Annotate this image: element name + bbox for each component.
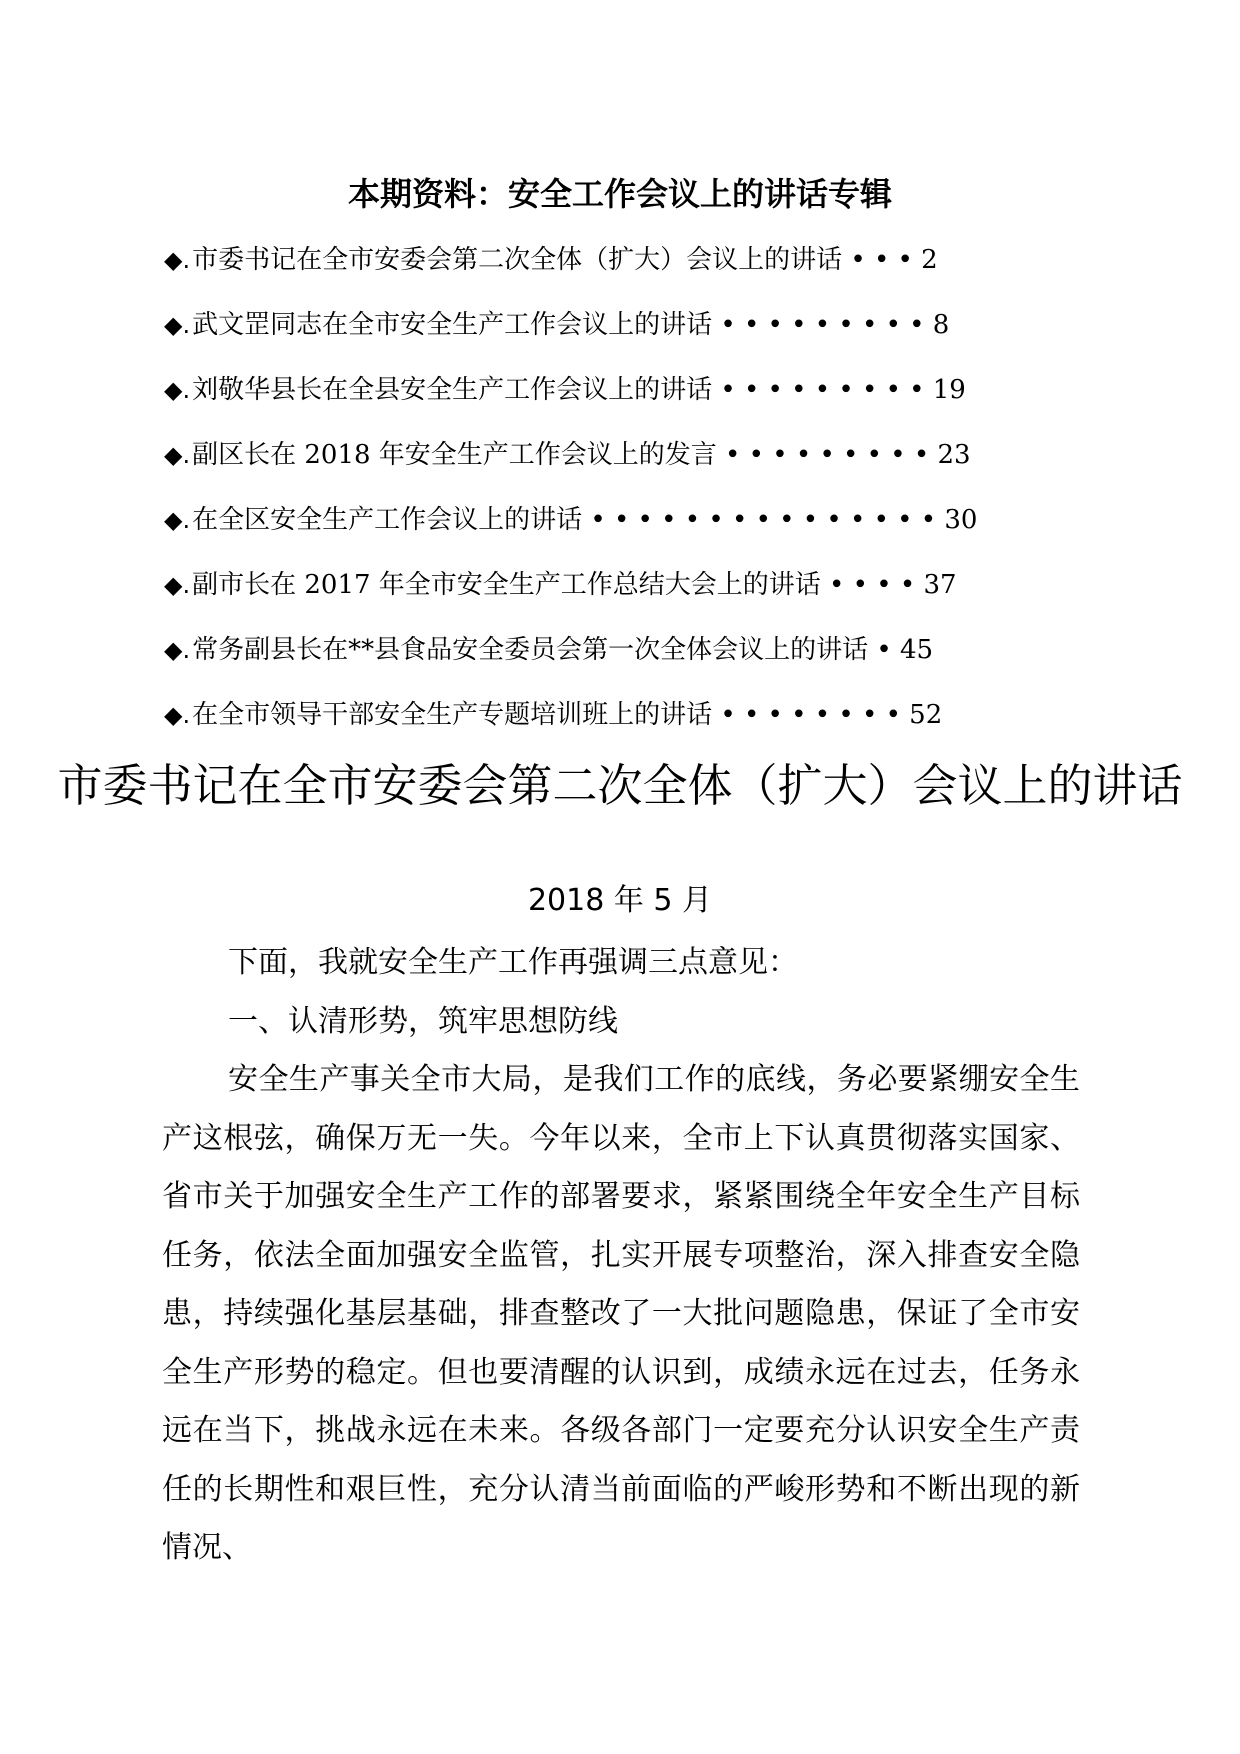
section-heading: 一、认清形势，筑牢思想防线 xyxy=(228,1003,618,1039)
toc-item[interactable] xyxy=(164,240,1104,305)
toc-item-text: 武文罡同志在全市安全生产工作会议上的讲话 • • • • • • • • • 8 xyxy=(192,310,950,340)
toc-item-text: 副区长在 2018 年安全生产工作会议上的发言 • • • • • • • • • 23 xyxy=(192,440,971,470)
diamond-bullet-icon: ◆. xyxy=(164,701,191,729)
toc-item-text: 副市长在 2017 年全市安全生产工作总结大会上的讲话 • • • • 37 xyxy=(192,570,957,600)
toc-item[interactable] xyxy=(164,370,1104,435)
toc-item-text: 市委书记在全市安委会第二次全体（扩大）会议上的讲话 • • • 2 xyxy=(192,245,938,275)
diamond-bullet-icon: ◆. xyxy=(164,311,191,339)
document-body xyxy=(162,934,1080,1578)
toc-item-text: 在全市领导干部安全生产专题培训班上的讲话 • • • • • • • • 52 xyxy=(192,700,943,730)
diamond-bullet-icon: ◆. xyxy=(164,441,191,469)
toc-item[interactable] xyxy=(164,435,1104,500)
document-title: 市委书记在全市安委会第二次全体（扩大）会议上的讲话 xyxy=(57,759,1183,812)
toc-list xyxy=(164,240,1104,760)
toc-item[interactable] xyxy=(164,630,1104,695)
toc-item[interactable] xyxy=(164,500,1104,565)
diamond-bullet-icon: ◆. xyxy=(164,506,191,534)
toc-item-text: 常务副县长在**县食品安全委员会第一次全体会议上的讲话 • 45 xyxy=(192,635,934,665)
body-paragraph: 安全生产事关全市大局，是我们工作的底线，务必要紧绷安全生产这根弦，确保万无一失。今年以来，全市上下认真贯彻落实国家、省市关于加强安全生产工作的部署要求，紧紧围绕全年安全生产目标任务，依法全面加强安全监管，扎实开展专项整治，深入排查安全隐患，持续强化基层基础，排查整改了一大批问题隐患，保证了全市安全生产形势的稳定。但也要清醒的认识到，成绩永远在过去，任务永远在当下，挑战永远在未来。各级各部门一定要充分认识安全生产责任的长期性和艰巨性，充分认清当前面临的严峻形势和不断出现的新情况、 xyxy=(162,1062,1080,1565)
toc-item[interactable] xyxy=(164,695,1104,760)
toc-item[interactable] xyxy=(164,305,1104,370)
toc-item-text: 在全区安全生产工作会议上的讲话 • • • • • • • • • • • • • • • 30 xyxy=(192,505,978,535)
toc-item[interactable] xyxy=(164,565,1104,630)
toc-title: 本期资料：安全工作会议上的讲话专辑 xyxy=(347,175,892,213)
intro-paragraph: 下面，我就安全生产工作再强调三点意见： xyxy=(228,945,798,980)
diamond-bullet-icon: ◆. xyxy=(164,636,191,664)
document-date: 2018 年 5 月 xyxy=(527,883,713,918)
diamond-bullet-icon: ◆. xyxy=(164,246,191,274)
diamond-bullet-icon: ◆. xyxy=(164,376,191,404)
diamond-bullet-icon: ◆. xyxy=(164,571,191,599)
toc-item-text: 刘敬华县长在全县安全生产工作会议上的讲话 • • • • • • • • • 19 xyxy=(192,375,966,405)
